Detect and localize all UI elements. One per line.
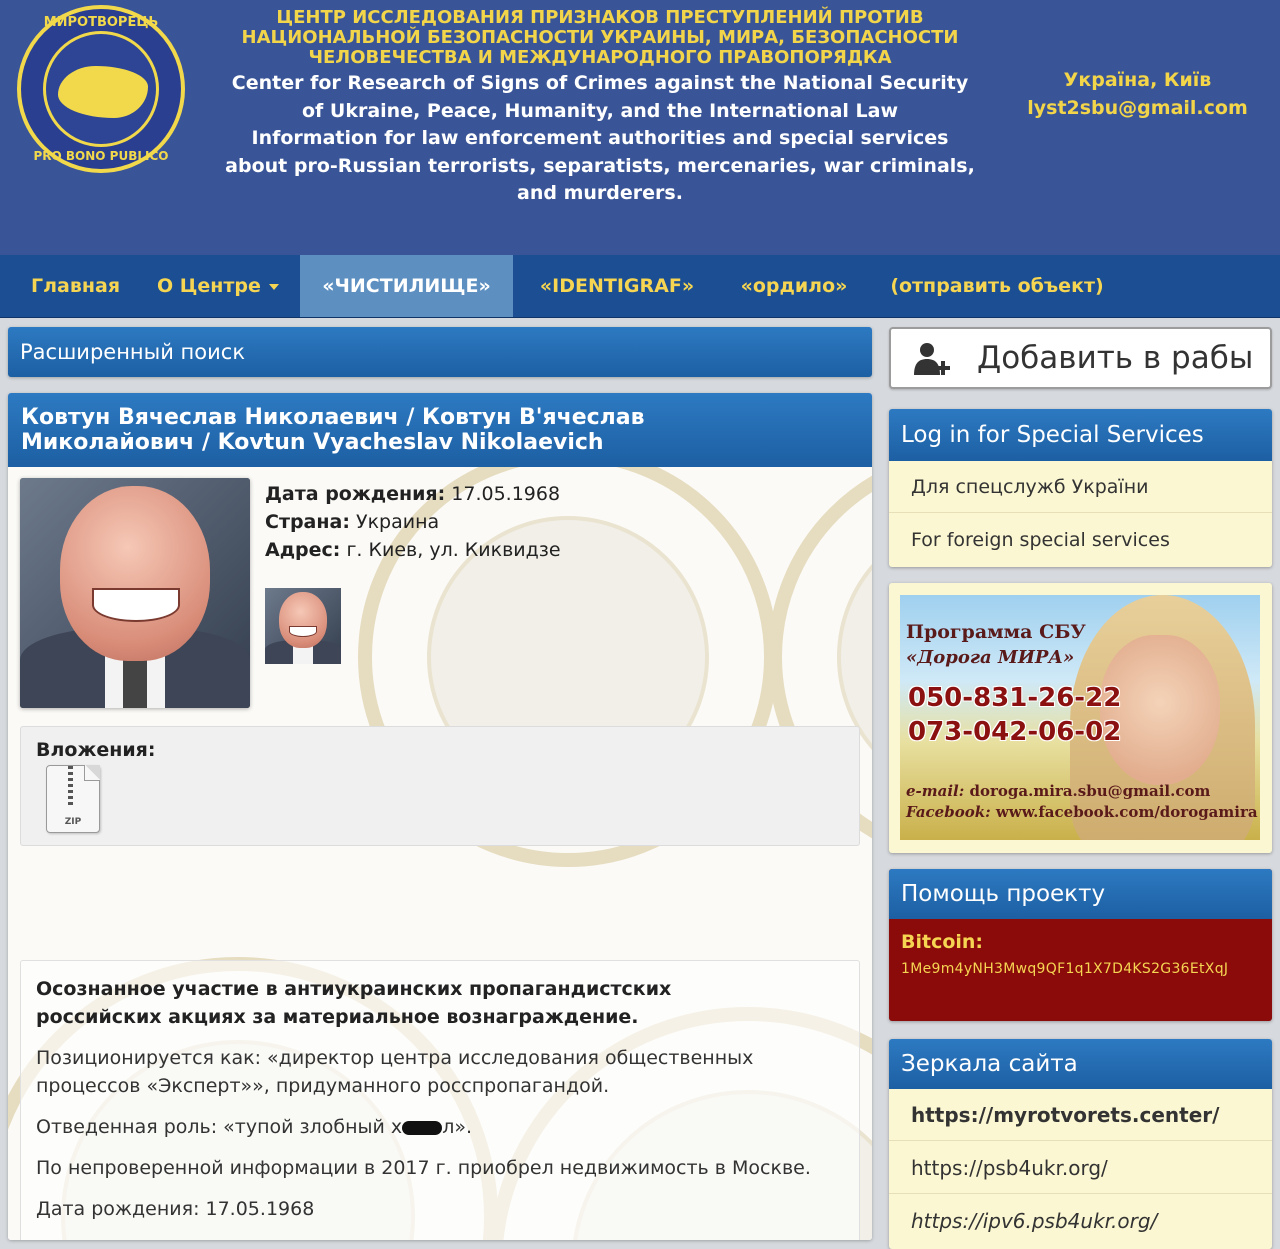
profile-name-line: Миколайович / Kovtun Vyacheslav Nikolaevich <box>21 430 604 455</box>
description-position <box>36 1044 844 1100</box>
description-position-line: процессов «Эксперт»», придуманного росспропагандой. <box>36 1075 610 1097</box>
mirror-link-label: https://myrotvorets.center/ <box>911 1103 1220 1127</box>
mirror-link[interactable] <box>889 1142 1272 1194</box>
birth-date-label: Дата рождения: <box>265 483 446 505</box>
promo-line2: «Дорога МИРА» <box>906 647 1075 668</box>
nav-item-label: О Центре <box>157 275 261 297</box>
add-to-slaves-label: Добавить в рабы <box>977 340 1254 376</box>
login-item-label: Для спецслужб України <box>911 476 1149 498</box>
promo-phone-1: 050-831-26-22 <box>908 683 1122 713</box>
login-item-label: For foreign special services <box>911 529 1170 551</box>
header-title-en-line: Center for Research of Signs of Crimes against the National Security <box>231 72 969 94</box>
header-email-link[interactable]: lyst2sbu@gmail.com <box>1027 97 1248 119</box>
nav-item-label: Главная <box>31 275 121 297</box>
logo-ring-text-top: МИРОТВОРЕЦЬ <box>43 15 159 30</box>
promo-email-row <box>906 782 1210 800</box>
ukraine-map-icon <box>58 66 148 118</box>
address-row <box>265 536 561 564</box>
profile-photo[interactable] <box>20 478 250 708</box>
bitcoin-label: Bitcoin: <box>901 931 984 953</box>
nav-item-label: (отправить объект) <box>890 275 1104 297</box>
nav-item-submit-object[interactable] <box>867 255 1127 317</box>
mirror-link-label: https://ipv6.psb4ukr.org/ <box>911 1209 1158 1233</box>
country-label: Страна: <box>265 511 350 533</box>
description-birth-date: Дата рождения: 17.05.1968 <box>36 1198 315 1220</box>
promo-facebook-label: Facebook: <box>906 803 991 821</box>
country-row <box>265 508 561 536</box>
nav-item-label: «ордило» <box>740 275 848 297</box>
add-to-slaves-button[interactable] <box>889 327 1272 389</box>
description-role-text-end: л». <box>442 1116 472 1138</box>
header-location: Україна, Київ <box>1063 69 1212 91</box>
header-title-ru <box>225 8 975 68</box>
help-box-title: Помощь проекту <box>889 869 1272 919</box>
header-title-en-line: about pro-Russian terrorists, separatists, mercenaries, war criminals, <box>225 154 975 177</box>
nav-item-label: «IDENTIGRAF» <box>539 275 695 297</box>
mirror-link[interactable] <box>889 1195 1272 1247</box>
birth-date-row <box>265 480 561 508</box>
promo-phone-2: 073-042-06-02 <box>908 717 1122 747</box>
promo-banner-box <box>889 583 1272 853</box>
promo-line1: Программа СБУ <box>906 621 1086 643</box>
profile-description <box>20 960 860 1240</box>
bitcoin-address[interactable]: 1Me9m4yNH3Mwq9QF1q1X7D4KS2G36EtXqJ <box>901 961 1229 977</box>
profile-name-line: Ковтун Вячеслав Николаевич / Ковтун В'ячеслав <box>21 405 645 430</box>
advanced-search-label: Расширенный поиск <box>20 340 246 364</box>
advanced-search-bar[interactable] <box>8 327 872 377</box>
login-item-ukraine[interactable] <box>889 461 1272 513</box>
attachments-label: Вложения: <box>36 739 156 761</box>
header-title-en-line: of Ukraine, Peace, Humanity, and the International Law <box>301 99 899 122</box>
profile-name-header <box>8 393 872 467</box>
header-title-ru-line: ЦЕНТР ИССЛЕДОВАНИЯ ПРИЗНАКОВ ПРЕСТУПЛЕНИЙ ПРОТИВ <box>276 7 924 28</box>
promo-banner[interactable] <box>900 595 1260 840</box>
description-property: По непроверенной информации в 2017 г. приобрел недвижимость в Москве. <box>36 1157 811 1179</box>
promo-facebook-row <box>906 803 1258 821</box>
promo-email-label: e-mail: <box>906 782 965 800</box>
nav-item-label: «ЧИСТИЛИЩЕ» <box>322 275 491 297</box>
birth-date-value: 17.05.1968 <box>451 483 561 505</box>
site-mirrors-box <box>889 1039 1272 1249</box>
censor-blot <box>402 1121 442 1135</box>
profile-facts <box>265 480 561 564</box>
mirrors-box-title: Зеркала сайта <box>889 1039 1272 1089</box>
header-title-ru-line: НАЦИОНАЛЬНОЙ БЕЗОПАСНОСТИ УКРАИНЫ, МИРА, БЕЗОПАСНОСТИ <box>241 27 959 48</box>
login-box-title: Log in for Special Services <box>889 409 1272 461</box>
header-title-en-line: and murderers. <box>517 182 683 204</box>
mirror-link-label: https://psb4ukr.org/ <box>911 1156 1108 1180</box>
address-label: Адрес: <box>265 539 341 561</box>
logo-globe <box>43 31 159 147</box>
nav-item-chistilishche[interactable] <box>300 255 513 317</box>
zip-file-icon[interactable] <box>46 765 100 833</box>
promo-email: doroga.mira.sbu@gmail.com <box>969 782 1211 800</box>
logo-ring-text-bottom: PRO BONO PUBLICO <box>33 149 169 163</box>
country-value: Украина <box>355 511 440 533</box>
attachments-panel <box>20 726 860 846</box>
nav-item-home[interactable] <box>0 255 140 317</box>
profile-photo-thumbnail[interactable] <box>265 588 341 664</box>
login-item-foreign[interactable] <box>889 514 1272 566</box>
caret-down-icon <box>269 284 279 290</box>
description-lead <box>36 975 844 1031</box>
description-role-text: Отведенная роль: «тупой злобный х <box>36 1116 403 1138</box>
site-header <box>0 0 1280 255</box>
mirror-link[interactable] <box>889 1089 1272 1141</box>
nav-item-identigraf[interactable] <box>513 255 721 317</box>
zip-file-label: ZIP <box>64 817 82 827</box>
header-title-en <box>200 70 1000 208</box>
nav-item-ordilo[interactable] <box>721 255 867 317</box>
header-title-ru-line: ЧЕЛОВЕЧЕСТВА И МЕЖДУНАРОДНОГО ПРАВОПОРЯДКА <box>308 47 892 68</box>
promo-facebook: www.facebook.com/dorogamira <box>995 803 1258 821</box>
help-project-box <box>889 869 1272 1021</box>
address-value: г. Киев, ул. Киквидзе <box>346 539 561 561</box>
special-services-login-box <box>889 409 1272 567</box>
description-lead-line: Осознанное участие в антиукраинских пропагандистских <box>36 978 672 1000</box>
description-lead-line: российских акциях за материальное вознаграждение. <box>36 1006 639 1028</box>
header-contact <box>1010 66 1265 122</box>
main-nav <box>0 255 1280 318</box>
description-position-line: Позиционируется как: «директор центра исследования общественных <box>36 1047 754 1069</box>
user-plus-icon <box>913 341 953 377</box>
description-role <box>36 1113 844 1141</box>
nav-item-about[interactable] <box>140 255 300 317</box>
profile-panel <box>8 393 872 1240</box>
site-logo[interactable] <box>17 5 185 173</box>
header-title-en-line: Information for law enforcement authorities and special services <box>251 127 949 149</box>
